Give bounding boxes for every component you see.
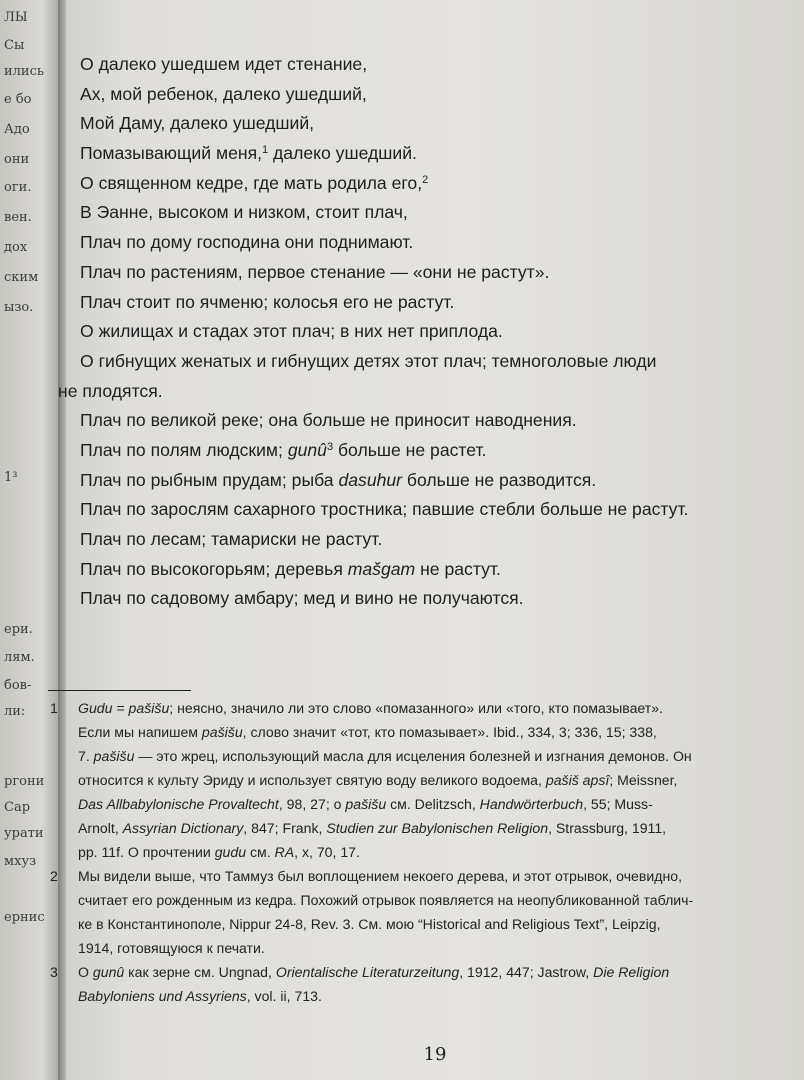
poem-line-text: Ах, мой ребенок, далеко ушедший, xyxy=(80,83,367,104)
footnote-marker: 3 xyxy=(326,440,334,453)
footnote-text: Если мы напишем xyxy=(78,724,202,740)
poem-line-text: В Эанне, высоком и низком, стоит плач, xyxy=(80,202,408,223)
facing-page-fragment: Адо xyxy=(4,122,30,137)
facing-page-fragment: ЛЫ xyxy=(4,10,28,25)
footnote-italic-text: Handwörterbuch xyxy=(479,796,584,812)
facing-page-fragment: ились xyxy=(4,64,44,79)
footnote-text: , слово значит «тот, кто помазывает». Ibid., 334, 3; 336, 15; 338, xyxy=(242,724,657,740)
footnote-line xyxy=(78,912,740,936)
footnote-italic-text: RA xyxy=(274,844,295,860)
poem-line xyxy=(80,317,780,347)
footnote-marker: 2 xyxy=(422,173,429,186)
footnote-line xyxy=(78,720,740,744)
poem-transliteration: mašgam xyxy=(347,558,416,579)
footnote-text: Мы видели выше, что Таммуз был воплощением некоего дерева, и этот отрывок, очевидно, xyxy=(78,868,683,884)
facing-page-fragment: ызо. xyxy=(4,300,34,315)
footnote-line xyxy=(78,864,740,888)
footnote-text: , 847; Frank, xyxy=(243,820,327,836)
footnote-text: ; неясно, значило ли это слово «помазанного» или «того, кто помазывает». xyxy=(169,700,664,716)
facing-page-fragment: ернис xyxy=(4,910,45,925)
footnote-italic-text: Studien zur Babylonischen Religion xyxy=(326,820,549,836)
footnote-1 xyxy=(50,696,740,864)
footnote-number: 2 xyxy=(50,868,58,884)
poem-line-text: Плач по великой реке; она больше не приносит наводнения. xyxy=(80,410,577,431)
footnote-italic-text: Gudu = pašišu xyxy=(78,700,170,716)
poem-line-text: Плач по садовому амбару; мед и вино не получаются. xyxy=(80,588,524,609)
footnote-rule xyxy=(48,690,191,691)
facing-page-fragment: Сар xyxy=(4,800,31,815)
facing-page-fragment: ргони xyxy=(4,774,45,789)
footnote-text: , 98, 27; о xyxy=(278,796,346,812)
footnote-italic-text: Babyloniens und Assyriens xyxy=(78,988,247,1004)
facing-page-fragment: мхуз xyxy=(4,854,37,869)
footnote-text: ке в Константинополе, Nippur 24-8, Rev. 3. См. мою “Historical and Religious Text”, Leipzig, xyxy=(78,916,661,932)
facing-page-fragment: е бо xyxy=(4,92,32,107)
facing-page-fragment: ли: xyxy=(4,704,26,719)
poem-line-text: больше не разводится. xyxy=(402,469,597,490)
facing-page-fragment: бов- xyxy=(4,678,32,693)
footnote-text: — это жрец, использующий масла для исцеления болезней и изгнания демонов. Он xyxy=(134,748,692,764)
footnote-line xyxy=(78,744,740,768)
footnote-italic-text: pašišu xyxy=(201,724,243,740)
facing-page-fragment: оги. xyxy=(4,180,32,195)
poem-line xyxy=(80,436,780,466)
footnote-text: О xyxy=(78,964,93,980)
footnote-italic-text: pašišu xyxy=(345,796,387,812)
poem-transliteration: dasuhur xyxy=(338,469,403,490)
poem-line-text: Плач по растениям, первое стенание — «они не растут». xyxy=(80,261,550,282)
poem-line xyxy=(80,50,780,80)
facing-page-fragment: они xyxy=(4,152,30,167)
poem-line-text: Плач по высокогорьям; деревья xyxy=(80,558,348,579)
footnote-text: , vol. ii, 713. xyxy=(246,988,322,1004)
footnote-text: ; Meissner, xyxy=(609,772,678,788)
footnote-text: Arnolt, xyxy=(78,820,123,836)
poem-line xyxy=(80,495,780,525)
footnote-line xyxy=(78,696,740,720)
poem-line-text: Мой Даму, далеко ушедший, xyxy=(80,113,315,134)
poem-line xyxy=(80,139,780,169)
poem-line xyxy=(80,347,780,377)
poem-text xyxy=(58,50,780,614)
poem-line-text: не растут. xyxy=(415,558,501,579)
footnote-italic-text: gunû xyxy=(92,964,125,980)
facing-page-fragment: урати xyxy=(4,826,44,841)
footnote-line xyxy=(78,768,740,792)
poem-line-text: не плодятся. xyxy=(58,380,163,401)
footnote-text: , 55; Muss- xyxy=(583,796,653,812)
footnote-line xyxy=(78,816,740,840)
footnote-text: 7. xyxy=(78,748,94,764)
poem-line xyxy=(80,258,780,288)
facing-page-fragment: вен. xyxy=(4,210,32,225)
footnote-text: 1914, готовящуюся к печати. xyxy=(78,940,265,956)
footnote-italic-text: pašišu xyxy=(93,748,135,764)
footnote-text: , x, 70, 17. xyxy=(294,844,360,860)
poem-transliteration: gunû xyxy=(287,439,327,460)
footnote-marker: 1 xyxy=(262,144,269,157)
footnote-italic-text: Orientalische Literaturzeitung xyxy=(275,964,460,980)
poem-line xyxy=(80,169,780,199)
footnote-line xyxy=(78,936,740,960)
book-page xyxy=(50,0,804,1080)
poem-line xyxy=(80,109,780,139)
footnote-line xyxy=(78,792,740,816)
poem-line xyxy=(80,406,780,436)
footnote-text: pp. 11f. О прочтении xyxy=(78,844,215,860)
poem-line xyxy=(80,555,780,585)
footnote-italic-text: Das Allbabylonische Provaltecht xyxy=(78,796,279,812)
footnote-line xyxy=(78,888,740,912)
poem-line xyxy=(80,80,780,110)
poem-line xyxy=(80,525,780,555)
page-number: 19 xyxy=(423,1044,447,1065)
facing-page-fragment: ери. xyxy=(4,622,33,637)
poem-line-text: Помазывающий меня, xyxy=(80,143,262,164)
facing-page-fragment: Сы xyxy=(4,38,25,53)
footnote-text: , Strassburg, 1911, xyxy=(548,820,667,836)
footnote-number: 3 xyxy=(50,964,58,980)
facing-page-fragment: ским xyxy=(4,270,39,285)
footnote-text: , 1912, 447; Jastrow, xyxy=(459,964,594,980)
poem-line-text: Плач по рыбным прудам; рыба xyxy=(80,469,339,490)
poem-line-text: Плач по полям людским; xyxy=(80,439,288,460)
footnote-line xyxy=(78,984,740,1008)
footnote-italic-text: gudu xyxy=(214,844,247,860)
poem-line-text: О священном кедре, где мать родила его, xyxy=(80,172,423,193)
poem-line-text: О далеко ушедшем идет стенание, xyxy=(80,54,368,74)
poem-line xyxy=(80,228,780,258)
poem-line xyxy=(58,377,780,407)
footnote-3 xyxy=(50,960,740,1008)
footnote-italic-text: pašiš apsî xyxy=(545,772,610,788)
poem-line-text: далеко ушедший. xyxy=(268,143,417,164)
facing-page-fragment: 1³ xyxy=(4,470,18,485)
poem-line-text: Плач по лесам; тамариски не растут. xyxy=(80,529,383,549)
footnote-italic-text: Assyrian Dictionary xyxy=(122,820,244,836)
footnote-text: см. Delitzsch, xyxy=(386,796,480,812)
footnote-text: считает его рожденным из кедра. Похожий отрывок появляется на неопубликованной таблич- xyxy=(78,892,694,908)
poem-line-text: Плач по зарослям сахарного тростника; павшие стебли больше не растут. xyxy=(80,499,689,520)
footnote-text: см. xyxy=(246,844,275,860)
poem-line xyxy=(80,288,780,318)
poem-line-text: О гибнущих женатых и гибнущих детях этот плач; темноголовые люди xyxy=(80,350,657,371)
poem-line-text: О жилищах и стадах этот плач; в них нет приплода. xyxy=(80,321,503,342)
footnote-italic-text: Die Religion xyxy=(593,964,670,980)
facing-page-fragment: дох xyxy=(4,240,28,255)
footnote-text: как зерне см. Ungnad, xyxy=(124,964,276,980)
facing-page-fragment: лям. xyxy=(4,650,35,665)
footnote-line xyxy=(78,840,740,864)
poem-line xyxy=(80,466,780,496)
poem-line xyxy=(80,198,780,228)
footnotes xyxy=(50,696,740,1008)
poem-line-text: больше не растет. xyxy=(333,439,487,460)
poem-line-text: Плач по дому господина они поднимают. xyxy=(80,232,414,253)
poem-line xyxy=(80,584,780,614)
footnote-2 xyxy=(50,864,740,960)
footnote-number: 1 xyxy=(50,700,58,716)
footnote-text: относится к культу Эриду и использует святую воду великого водоема, xyxy=(78,772,546,788)
poem-line-text: Плач стоит по ячменю; колосья его не растут. xyxy=(80,291,455,312)
footnote-line xyxy=(78,960,740,984)
